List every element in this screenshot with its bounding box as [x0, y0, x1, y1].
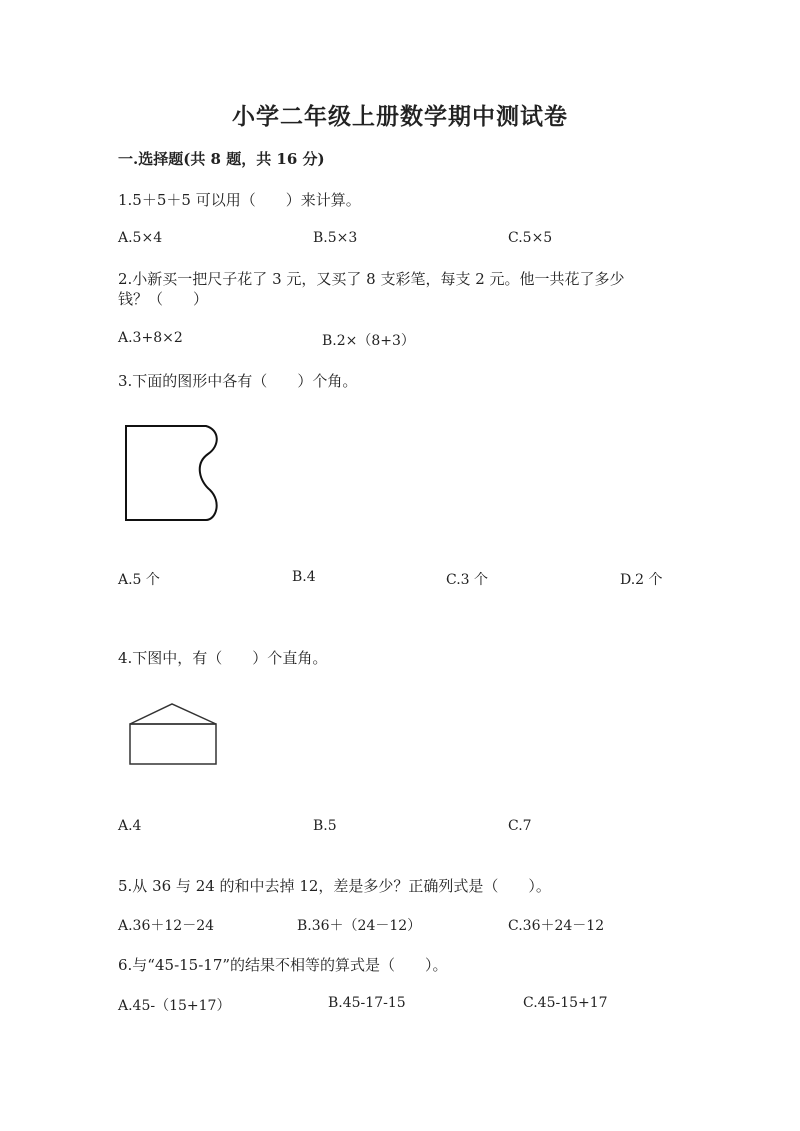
question-1-option-a[interactable]: A.5×4 [118, 230, 163, 246]
question-6-option-b[interactable]: B.45-17-15 [328, 995, 406, 1011]
question-5-option-a[interactable]: A.36＋12－24 [118, 918, 215, 934]
question-6-option-a[interactable]: A.45-（15+17） [118, 998, 231, 1014]
question-4-figure [128, 702, 220, 768]
rectangle-base [130, 724, 216, 764]
question-5-option-c[interactable]: C.36＋24－12 [508, 918, 605, 934]
question-1-option-c[interactable]: C.5×5 [508, 230, 553, 246]
triangle-roof [130, 704, 216, 724]
question-2-option-a[interactable]: A.3+8×2 [118, 330, 183, 346]
question-4-option-a[interactable]: A.4 [118, 818, 142, 834]
question-2-text-line1: 2.小新买一把尺子花了 3 元，又买了 8 支彩笔，每支 2 元。他一共花了多少 [118, 270, 625, 288]
question-3-option-a[interactable]: A.5 个 [118, 572, 160, 588]
question-5-option-b[interactable]: B.36＋（24－12） [297, 918, 422, 934]
question-3-text: 3.下面的图形中各有（ ）个角。 [118, 372, 358, 390]
question-2-text-line2: 钱？（ ） [118, 290, 209, 308]
question-5-text: 5.从 36 与 24 的和中去掉 12，差是多少？正确列式是（ ）。 [118, 877, 551, 895]
question-3-figure [120, 420, 230, 528]
question-3-option-d[interactable]: D.2 个 [620, 572, 663, 588]
section-heading: 一.选择题(共 8 题，共 16 分) [118, 150, 325, 168]
question-1-option-b[interactable]: B.5×3 [313, 230, 358, 246]
question-6-text: 6.与“45-15-17”的结果不相等的算式是（ ）。 [118, 956, 448, 974]
question-2-option-b[interactable]: B.2×（8+3） [322, 333, 415, 349]
question-3-option-c[interactable]: C.3 个 [446, 572, 489, 588]
question-4-option-b[interactable]: B.5 [313, 818, 337, 834]
wavy-edged-shape [126, 426, 217, 520]
question-6-option-c[interactable]: C.45-15+17 [523, 995, 608, 1011]
question-4-text: 4.下图中，有（ ）个直角。 [118, 649, 328, 667]
question-1-text: 1.5＋5＋5 可以用（ ）来计算。 [118, 191, 361, 209]
question-4-option-c[interactable]: C.7 [508, 818, 532, 834]
question-3-option-b[interactable]: B.4 [292, 569, 316, 585]
page-title: 小学二年级上册数学期中测试卷 [232, 103, 568, 130]
